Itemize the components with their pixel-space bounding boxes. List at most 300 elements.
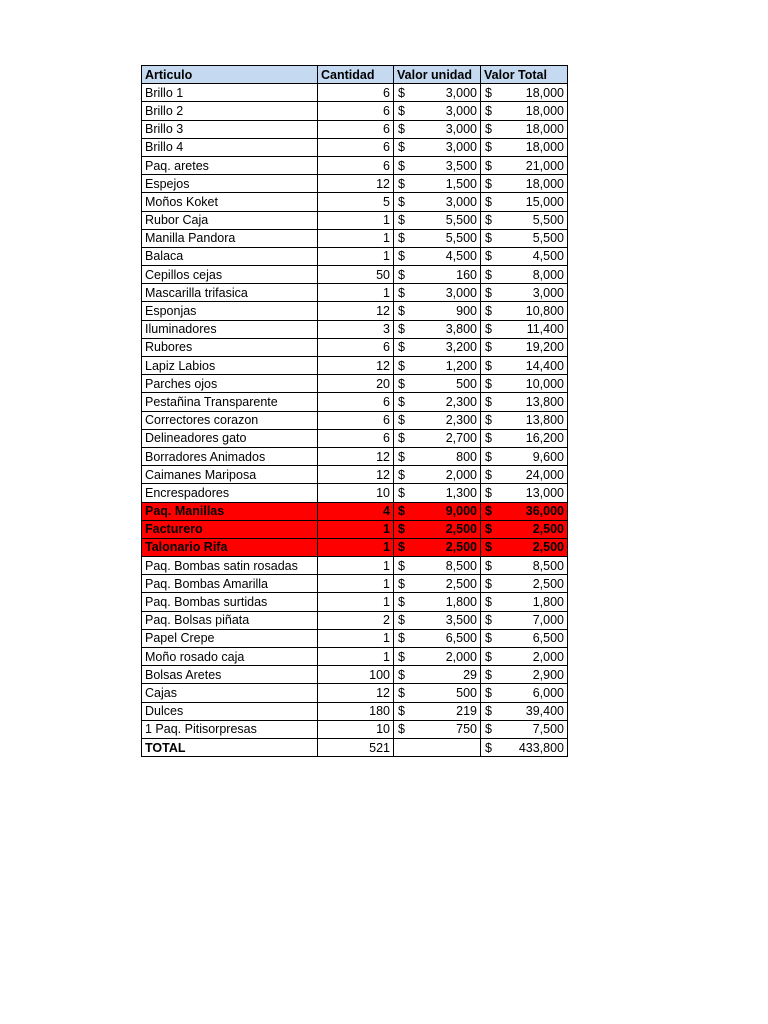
table-row: [142, 211, 568, 229]
table-row: [142, 320, 568, 338]
table-row: [142, 84, 568, 102]
total-value: 6,500: [532, 631, 564, 646]
cell-valor-total[interactable]: [481, 702, 568, 720]
currency-symbol: $: [398, 704, 405, 719]
header-valor-total[interactable]: Valor Total: [481, 66, 568, 84]
cell-cantidad[interactable]: 6: [318, 120, 394, 138]
unit-value: 3,000: [445, 285, 477, 300]
inventory-table: [141, 65, 568, 757]
unit-value: 2,500: [445, 576, 477, 591]
currency-symbol: $: [398, 176, 405, 191]
cell-valor-unidad[interactable]: [394, 211, 481, 229]
currency-symbol: $: [398, 449, 405, 464]
cell-valor-total[interactable]: [481, 684, 568, 702]
unit-value: 3,800: [445, 322, 477, 337]
cell-valor-total[interactable]: [481, 393, 568, 411]
cell-valor-unidad[interactable]: [394, 266, 481, 284]
cell-valor-unidad[interactable]: [394, 302, 481, 320]
cell-articulo[interactable]: Moños Koket: [142, 193, 318, 211]
cell-valor-total[interactable]: [481, 593, 568, 611]
cell-valor-unidad[interactable]: [394, 156, 481, 174]
total-value: 8,000: [532, 267, 564, 282]
cell-valor-unidad[interactable]: [394, 229, 481, 247]
cell-articulo[interactable]: Parches ojos: [142, 375, 318, 393]
cell-valor-unidad[interactable]: [394, 375, 481, 393]
cell-cantidad[interactable]: 1: [318, 575, 394, 593]
unit-value: 5,500: [445, 231, 477, 246]
cell-valor-unidad[interactable]: [394, 611, 481, 629]
currency-symbol: $: [485, 122, 492, 137]
cell-cantidad[interactable]: 6: [318, 156, 394, 174]
cell-articulo[interactable]: Pestañina Transparente: [142, 393, 318, 411]
total-value: 10,800: [525, 304, 564, 319]
cell-valor-unidad[interactable]: [394, 557, 481, 575]
cell-articulo[interactable]: Correctores corazon: [142, 411, 318, 429]
table-row: [142, 411, 568, 429]
table-row: [142, 393, 568, 411]
currency-symbol: $: [398, 631, 405, 646]
unit-value: 1,200: [445, 358, 477, 373]
cell-articulo[interactable]: Cepillos cejas: [142, 266, 318, 284]
total-value: 14,400: [525, 358, 564, 373]
cell-articulo[interactable]: Moño rosado caja: [142, 648, 318, 666]
total-value: 11,400: [526, 322, 564, 337]
cell-valor-total[interactable]: [481, 538, 568, 556]
cell-valor-unidad[interactable]: [394, 466, 481, 484]
currency-symbol: $: [485, 376, 492, 391]
total-value: 1,800: [532, 595, 564, 610]
currency-symbol: $: [398, 467, 405, 482]
currency-symbol: $: [398, 231, 405, 246]
table-row: [142, 666, 568, 684]
table-row: [142, 156, 568, 174]
total-qty[interactable]: 521: [318, 738, 394, 756]
unit-value: 2,300: [445, 413, 477, 428]
table-row: [142, 720, 568, 738]
cell-valor-total[interactable]: [481, 102, 568, 120]
cell-cantidad[interactable]: 2: [318, 611, 394, 629]
unit-value: 2,300: [445, 394, 477, 409]
cell-valor-unidad[interactable]: [394, 684, 481, 702]
cell-valor-unidad[interactable]: [394, 411, 481, 429]
cell-articulo[interactable]: Paq. Bombas Amarilla: [142, 575, 318, 593]
cell-cantidad[interactable]: 1: [318, 629, 394, 647]
cell-valor-total[interactable]: [481, 575, 568, 593]
currency-symbol: $: [398, 522, 405, 537]
cell-cantidad[interactable]: 10: [318, 720, 394, 738]
cell-valor-unidad[interactable]: [394, 357, 481, 375]
table-row: [142, 120, 568, 138]
currency-symbol: $: [485, 413, 492, 428]
cell-cantidad[interactable]: 3: [318, 320, 394, 338]
cell-articulo[interactable]: Lapiz Labios: [142, 357, 318, 375]
cell-valor-unidad[interactable]: [394, 247, 481, 265]
unit-value: 2,500: [445, 522, 477, 537]
cell-cantidad[interactable]: 12: [318, 175, 394, 193]
cell-articulo[interactable]: Paq. Bombas surtidas: [142, 593, 318, 611]
currency-symbol: $: [398, 595, 405, 610]
total-value: 2,500: [532, 522, 564, 537]
currency-symbol: $: [398, 649, 405, 664]
cell-valor-unidad[interactable]: [394, 629, 481, 647]
cell-valor-total[interactable]: [481, 302, 568, 320]
currency-symbol: $: [398, 304, 405, 319]
table-row: [142, 502, 568, 520]
cell-valor-total[interactable]: [481, 629, 568, 647]
table-row: [142, 484, 568, 502]
cell-articulo[interactable]: Cajas: [142, 684, 318, 702]
cell-articulo[interactable]: Brillo 2: [142, 102, 318, 120]
currency-symbol: $: [398, 394, 405, 409]
cell-articulo[interactable]: Rubor Caja: [142, 211, 318, 229]
header-articulo[interactable]: Articulo: [142, 66, 318, 84]
cell-valor-unidad[interactable]: [394, 138, 481, 156]
cell-valor-unidad[interactable]: [394, 193, 481, 211]
total-value: 4,500: [532, 249, 564, 264]
table-row: [142, 229, 568, 247]
cell-valor-unidad[interactable]: [394, 84, 481, 102]
currency-symbol: $: [485, 649, 492, 664]
total-value: 18,000: [525, 103, 564, 118]
cell-cantidad[interactable]: 1: [318, 247, 394, 265]
currency-symbol: $: [398, 667, 405, 682]
currency-symbol: $: [485, 722, 492, 737]
cell-valor-total[interactable]: [481, 320, 568, 338]
total-value: 19,200: [525, 340, 564, 355]
unit-value: 750: [456, 722, 477, 737]
table-row: [142, 266, 568, 284]
total-value: 9,600: [532, 449, 564, 464]
unit-value: 5,500: [445, 213, 477, 228]
cell-articulo[interactable]: Paq. aretes: [142, 156, 318, 174]
cell-cantidad[interactable]: 10: [318, 484, 394, 502]
cell-articulo[interactable]: Dulces: [142, 702, 318, 720]
unit-value: 9,000: [445, 504, 477, 519]
currency-symbol: $: [485, 504, 492, 519]
currency-symbol: $: [398, 413, 405, 428]
cell-valor-unidad[interactable]: [394, 393, 481, 411]
cell-cantidad[interactable]: 1: [318, 211, 394, 229]
cell-valor-total[interactable]: [481, 484, 568, 502]
table-row: [142, 575, 568, 593]
cell-valor-unidad[interactable]: [394, 520, 481, 538]
cell-cantidad[interactable]: 1: [318, 229, 394, 247]
table-row: [142, 466, 568, 484]
currency-symbol: $: [485, 558, 492, 573]
cell-valor-total[interactable]: [481, 284, 568, 302]
cell-valor-total[interactable]: [481, 720, 568, 738]
unit-value: 160: [456, 267, 477, 282]
cell-articulo[interactable]: Balaca: [142, 247, 318, 265]
cell-valor-total[interactable]: [481, 229, 568, 247]
cell-articulo[interactable]: Facturero: [142, 520, 318, 538]
cell-articulo[interactable]: 1 Paq. Pitisorpresas: [142, 720, 318, 738]
currency-symbol: $: [485, 431, 492, 446]
cell-articulo[interactable]: Paq. Bombas satin rosadas: [142, 557, 318, 575]
currency-symbol: $: [485, 176, 492, 191]
cell-cantidad[interactable]: 1: [318, 593, 394, 611]
cell-valor-total[interactable]: [481, 557, 568, 575]
cell-valor-unidad[interactable]: [394, 102, 481, 120]
table-row: [142, 538, 568, 556]
total-value: 18,000: [525, 85, 564, 100]
cell-cantidad[interactable]: 1: [318, 557, 394, 575]
unit-value: 3,500: [445, 613, 477, 628]
cell-valor-total[interactable]: [481, 447, 568, 465]
cell-cantidad[interactable]: 1: [318, 284, 394, 302]
cell-cantidad[interactable]: 20: [318, 375, 394, 393]
unit-value: 3,000: [445, 103, 477, 118]
unit-value: 900: [456, 304, 477, 319]
cell-valor-unidad[interactable]: [394, 284, 481, 302]
currency-symbol: $: [398, 103, 405, 118]
cell-cantidad[interactable]: 6: [318, 84, 394, 102]
unit-value: 800: [456, 449, 477, 464]
currency-symbol: $: [398, 194, 405, 209]
currency-symbol: $: [398, 122, 405, 137]
currency-symbol: $: [485, 685, 492, 700]
currency-symbol: $: [398, 85, 405, 100]
cell-valor-total[interactable]: [481, 648, 568, 666]
total-value: 39,400: [525, 704, 564, 719]
total-value: 6,000: [532, 685, 564, 700]
cell-cantidad[interactable]: 180: [318, 702, 394, 720]
table-row: [142, 611, 568, 629]
total-value: 2,500: [532, 540, 564, 555]
cell-cantidad[interactable]: 6: [318, 338, 394, 356]
cell-valor-unidad[interactable]: [394, 538, 481, 556]
cell-valor-total[interactable]: [481, 520, 568, 538]
cell-valor-unidad[interactable]: [394, 648, 481, 666]
cell-valor-total[interactable]: [481, 666, 568, 684]
currency-symbol: $: [398, 267, 405, 282]
cell-articulo[interactable]: Encrespadores: [142, 484, 318, 502]
cell-articulo[interactable]: Manilla Pandora: [142, 229, 318, 247]
currency-symbol: $: [398, 376, 405, 391]
table-row: [142, 429, 568, 447]
cell-articulo[interactable]: Bolsas Aretes: [142, 666, 318, 684]
table-row: [142, 702, 568, 720]
cell-valor-total[interactable]: [481, 266, 568, 284]
table-row: [142, 102, 568, 120]
cell-articulo[interactable]: Talonario Rifa: [142, 538, 318, 556]
unit-value: 3,000: [445, 140, 477, 155]
currency-symbol: $: [398, 358, 405, 373]
cell-cantidad[interactable]: 6: [318, 138, 394, 156]
currency-symbol: $: [398, 140, 405, 155]
unit-value: 8,500: [445, 558, 477, 573]
currency-symbol: $: [398, 576, 405, 591]
currency-symbol: $: [398, 249, 405, 264]
cell-valor-total[interactable]: [481, 84, 568, 102]
total-value: 15,000: [525, 194, 564, 209]
total-value-cell[interactable]: [481, 738, 568, 756]
cell-articulo[interactable]: Caimanes Mariposa: [142, 466, 318, 484]
currency-symbol: $: [485, 267, 492, 282]
currency-symbol: $: [485, 304, 492, 319]
currency-symbol: $: [485, 613, 492, 628]
cell-cantidad[interactable]: 6: [318, 411, 394, 429]
cell-valor-total[interactable]: [481, 338, 568, 356]
cell-cantidad[interactable]: 12: [318, 684, 394, 702]
cell-cantidad[interactable]: 4: [318, 502, 394, 520]
cell-valor-unidad[interactable]: [394, 666, 481, 684]
unit-value: 2,700: [445, 431, 477, 446]
currency-symbol: $: [398, 722, 405, 737]
cell-cantidad[interactable]: 5: [318, 193, 394, 211]
cell-cantidad[interactable]: 50: [318, 266, 394, 284]
total-value: 7,500: [532, 722, 564, 737]
total-value: 5,500: [532, 231, 564, 246]
cell-articulo[interactable]: Brillo 1: [142, 84, 318, 102]
unit-value: 1,800: [445, 595, 477, 610]
total-value: 13,800: [525, 394, 564, 409]
cell-cantidad[interactable]: 1: [318, 520, 394, 538]
unit-value: 3,000: [445, 122, 477, 137]
cell-cantidad[interactable]: 12: [318, 447, 394, 465]
cell-cantidad[interactable]: 12: [318, 302, 394, 320]
cell-valor-unidad[interactable]: [394, 484, 481, 502]
cell-valor-unidad[interactable]: [394, 593, 481, 611]
cell-articulo[interactable]: Papel Crepe: [142, 629, 318, 647]
table-row: [142, 138, 568, 156]
total-row: [142, 738, 568, 756]
currency-symbol: $: [485, 285, 492, 300]
total-value: 2,000: [532, 649, 564, 664]
total-value: 2,500: [532, 576, 564, 591]
cell-valor-unidad[interactable]: [394, 575, 481, 593]
total-value: 18,000: [525, 176, 564, 191]
header-valor-unidad[interactable]: Valor unidad: [394, 66, 481, 84]
cell-valor-total[interactable]: [481, 138, 568, 156]
cell-valor-unidad[interactable]: [394, 720, 481, 738]
cell-valor-total[interactable]: [481, 502, 568, 520]
unit-value: 3,200: [445, 340, 477, 355]
currency-symbol: $: [485, 322, 492, 337]
cell-cantidad[interactable]: 6: [318, 429, 394, 447]
cell-articulo[interactable]: Esponjas: [142, 302, 318, 320]
cell-articulo[interactable]: Borradores Animados: [142, 447, 318, 465]
cell-valor-total[interactable]: [481, 193, 568, 211]
currency-symbol: $: [485, 576, 492, 591]
cell-cantidad[interactable]: 1: [318, 648, 394, 666]
total-value: 18,000: [525, 140, 564, 155]
currency-symbol: $: [398, 613, 405, 628]
total-value: 13,800: [525, 413, 564, 428]
currency-symbol: $: [485, 704, 492, 719]
cell-valor-total[interactable]: [481, 357, 568, 375]
table-row: [142, 447, 568, 465]
table-row: [142, 247, 568, 265]
cell-valor-total[interactable]: [481, 156, 568, 174]
currency-symbol: $: [398, 340, 405, 355]
currency-symbol: $: [485, 158, 492, 173]
currency-symbol: $: [485, 631, 492, 646]
unit-value: 1,500: [445, 176, 477, 191]
currency-symbol: $: [485, 540, 492, 555]
unit-value: 2,000: [445, 467, 477, 482]
total-value: 8,500: [532, 558, 564, 573]
table-row: [142, 338, 568, 356]
cell-valor-unidad[interactable]: [394, 175, 481, 193]
cell-valor-unidad[interactable]: [394, 338, 481, 356]
unit-value: 500: [456, 376, 477, 391]
cell-articulo[interactable]: Delineadores gato: [142, 429, 318, 447]
cell-valor-unidad[interactable]: [394, 447, 481, 465]
cell-valor-unidad[interactable]: [394, 120, 481, 138]
total-value: 16,200: [525, 431, 564, 446]
currency-symbol: $: [485, 249, 492, 264]
table-row: [142, 557, 568, 575]
cell-valor-unidad[interactable]: [394, 429, 481, 447]
currency-symbol: $: [485, 449, 492, 464]
cell-articulo[interactable]: Brillo 4: [142, 138, 318, 156]
currency-symbol: $: [485, 194, 492, 209]
unit-value: 4,500: [445, 249, 477, 264]
cell-valor-total[interactable]: [481, 175, 568, 193]
table-row: [142, 284, 568, 302]
cell-articulo[interactable]: Brillo 3: [142, 120, 318, 138]
cell-cantidad[interactable]: 100: [318, 666, 394, 684]
cell-cantidad[interactable]: 12: [318, 466, 394, 484]
header-cantidad[interactable]: Cantidad: [318, 66, 394, 84]
table-row: [142, 357, 568, 375]
cell-valor-total[interactable]: [481, 211, 568, 229]
total-value: 7,000: [532, 613, 564, 628]
cell-cantidad[interactable]: 6: [318, 102, 394, 120]
currency-symbol: $: [485, 595, 492, 610]
cell-valor-unidad[interactable]: [394, 502, 481, 520]
cell-valor-unidad[interactable]: [394, 702, 481, 720]
unit-value: 1,300: [445, 485, 477, 500]
total-unit-empty[interactable]: [394, 738, 481, 756]
cell-articulo[interactable]: Mascarilla trifasica: [142, 284, 318, 302]
cell-valor-total[interactable]: [481, 429, 568, 447]
cell-valor-total[interactable]: [481, 375, 568, 393]
cell-articulo[interactable]: Paq. Manillas: [142, 502, 318, 520]
currency-symbol: $: [398, 213, 405, 228]
cell-valor-total[interactable]: [481, 120, 568, 138]
currency-symbol: $: [398, 431, 405, 446]
table-row: [142, 375, 568, 393]
total-value: 18,000: [525, 122, 564, 137]
currency-symbol: $: [398, 158, 405, 173]
cell-valor-unidad[interactable]: [394, 320, 481, 338]
total-label[interactable]: TOTAL: [142, 738, 318, 756]
cell-articulo[interactable]: Espejos: [142, 175, 318, 193]
cell-articulo[interactable]: Iluminadores: [142, 320, 318, 338]
cell-valor-total[interactable]: [481, 611, 568, 629]
cell-valor-total[interactable]: [481, 411, 568, 429]
currency-symbol: $: [485, 467, 492, 482]
cell-valor-total[interactable]: [481, 466, 568, 484]
total-value: 13,000: [525, 485, 564, 500]
unit-value: 29: [463, 667, 477, 682]
currency-symbol: $: [485, 358, 492, 373]
currency-symbol: $: [485, 667, 492, 682]
total-value: 3,000: [532, 285, 564, 300]
cell-cantidad[interactable]: 1: [318, 538, 394, 556]
table-row: [142, 302, 568, 320]
currency-symbol: $: [485, 140, 492, 155]
cell-cantidad[interactable]: 12: [318, 357, 394, 375]
cell-valor-total[interactable]: [481, 247, 568, 265]
cell-articulo[interactable]: Rubores: [142, 338, 318, 356]
table-row: [142, 175, 568, 193]
currency-symbol: $: [398, 285, 405, 300]
cell-articulo[interactable]: Paq. Bolsas piñata: [142, 611, 318, 629]
cell-cantidad[interactable]: 6: [318, 393, 394, 411]
